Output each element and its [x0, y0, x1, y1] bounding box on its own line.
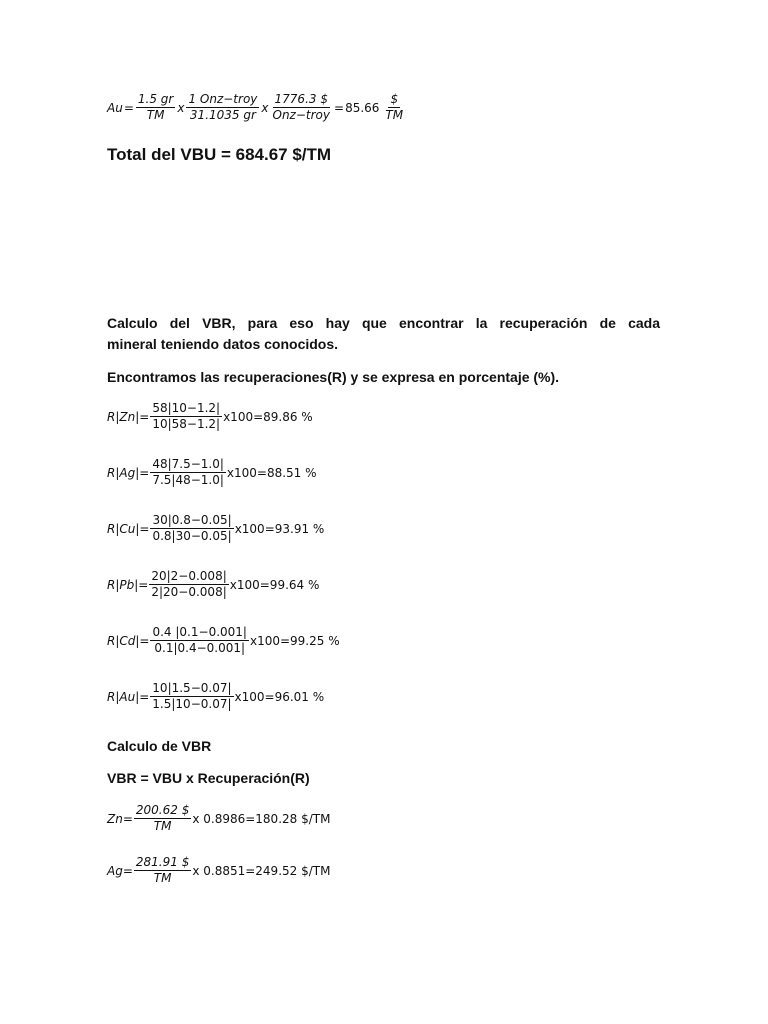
recovery-equation: R|Cd|= $\frac{0.4 |0.1-0.001|}{0.1|0.4-0.001|}$ x100=99.25 % [107, 625, 340, 655]
recoveries-heading: Encontramos las recuperaciones(R) y se expresa en porcentaje (%). [107, 369, 560, 385]
recovery-result: x100=96.01 % [234, 689, 325, 704]
recovery-result: x100=99.25 % [249, 633, 340, 648]
recovery-result: x100=99.64 % [229, 577, 320, 592]
vbr-equation-ag: Ag= $\frac{281.91 \$}{TM}$ x 0.8851=249.52 $/TM [107, 855, 331, 885]
recovery-equation: R|Zn|= $\frac{58|10-1.2|}{10|58-1.2|}$ x100=89.86 % [107, 401, 313, 431]
recovery-result: x100=88.51 % [226, 465, 317, 480]
fraction-grams-per-tm: $\frac{1.5 gr}{TM}$ [137, 92, 174, 122]
recovery-fraction: $\frac{58|10-1.2|}{10|58-1.2|}$ [152, 401, 221, 431]
vbr-equation-zn: Zn= $\frac{200.62 \$}{TM}$ x 0.8986=180.28 $/TM [107, 803, 331, 833]
total-vbu-heading: Total del VBU = 684.67 $/TM [107, 145, 332, 164]
vbr-fraction: $\frac{281.91 \$}{TM}$ [135, 855, 190, 885]
intro-paragraph [107, 313, 660, 355]
recovery-result: x100=93.91 % [234, 521, 325, 536]
vbr-result: x 0.8851=249.52 $/TM [192, 863, 331, 878]
fraction-unit: $\frac{\$}{TM}$ [385, 92, 404, 122]
eq-lhs: Au [107, 100, 123, 115]
vbr-heading: Calculo de VBR [107, 738, 212, 754]
eq-result: 85.66 [345, 100, 380, 115]
recovery-equation: R|Au|= $\frac{10|1.5-0.07|}{1.5|10-0.07|}$ x100=96.01 % [107, 681, 325, 711]
recovery-result: x100=89.86 % [223, 409, 313, 424]
recovery-equation: R|Pb|= $\frac{20|2-0.008|}{2|20-0.008|}$ x100=99.64 % [107, 569, 320, 599]
intro-line-2: mineral teniendo datos conocidos. [107, 336, 339, 352]
fraction-ounce-per-gram: $\frac{\text{1 Onz−troy}}{31.1035 gr}$ [188, 92, 258, 122]
recovery-equation: R|Cu|= $\frac{30|0.8-0.05|}{0.8|30-0.05|}$ x100=93.91 % [107, 513, 325, 543]
recovery-fraction: $\frac{30|0.8-0.05|}{0.8|30-0.05|}$ [152, 513, 232, 543]
au-vbu-equation: Au = $\frac{1.5 gr}{TM}$ x $\frac{\text{1 Onz−troy}}{31.1035 gr}$ x $\frac{1776.3 \$}{\text{Onz−troy}}$ = 85.66 $\frac{\$}{TM}$ [107, 92, 404, 122]
intro-line-1: Calculo del VBR, para eso hay que encontrar la recuperación de cada [107, 315, 660, 331]
recovery-equation: R|Ag|= $\frac{48|7.5-1.0|}{7.5|48-1.0|}$ x100=88.51 % [107, 457, 317, 487]
vbr-result: x 0.8986=180.28 $/TM [192, 811, 331, 826]
fraction-price-per-ounce: $\frac{1776.3 \$}{\text{Onz−troy}}$ [272, 92, 330, 122]
vbr-fraction: $\frac{200.62 \$}{TM}$ [135, 803, 190, 833]
recovery-fraction: $\frac{0.4 |0.1-0.001|}{0.1|0.4-0.001|}$ [152, 625, 247, 655]
recovery-fraction: $\frac{48|7.5-1.0|}{7.5|48-1.0|}$ [152, 457, 224, 487]
recovery-fraction: $\frac{10|1.5-0.07|}{1.5|10-0.07|}$ [152, 681, 232, 711]
vbr-formula: VBR = VBU x Recuperación(R) [107, 770, 310, 786]
recovery-fraction: $\frac{20|2-0.008|}{2|20-0.008|}$ [151, 569, 227, 599]
